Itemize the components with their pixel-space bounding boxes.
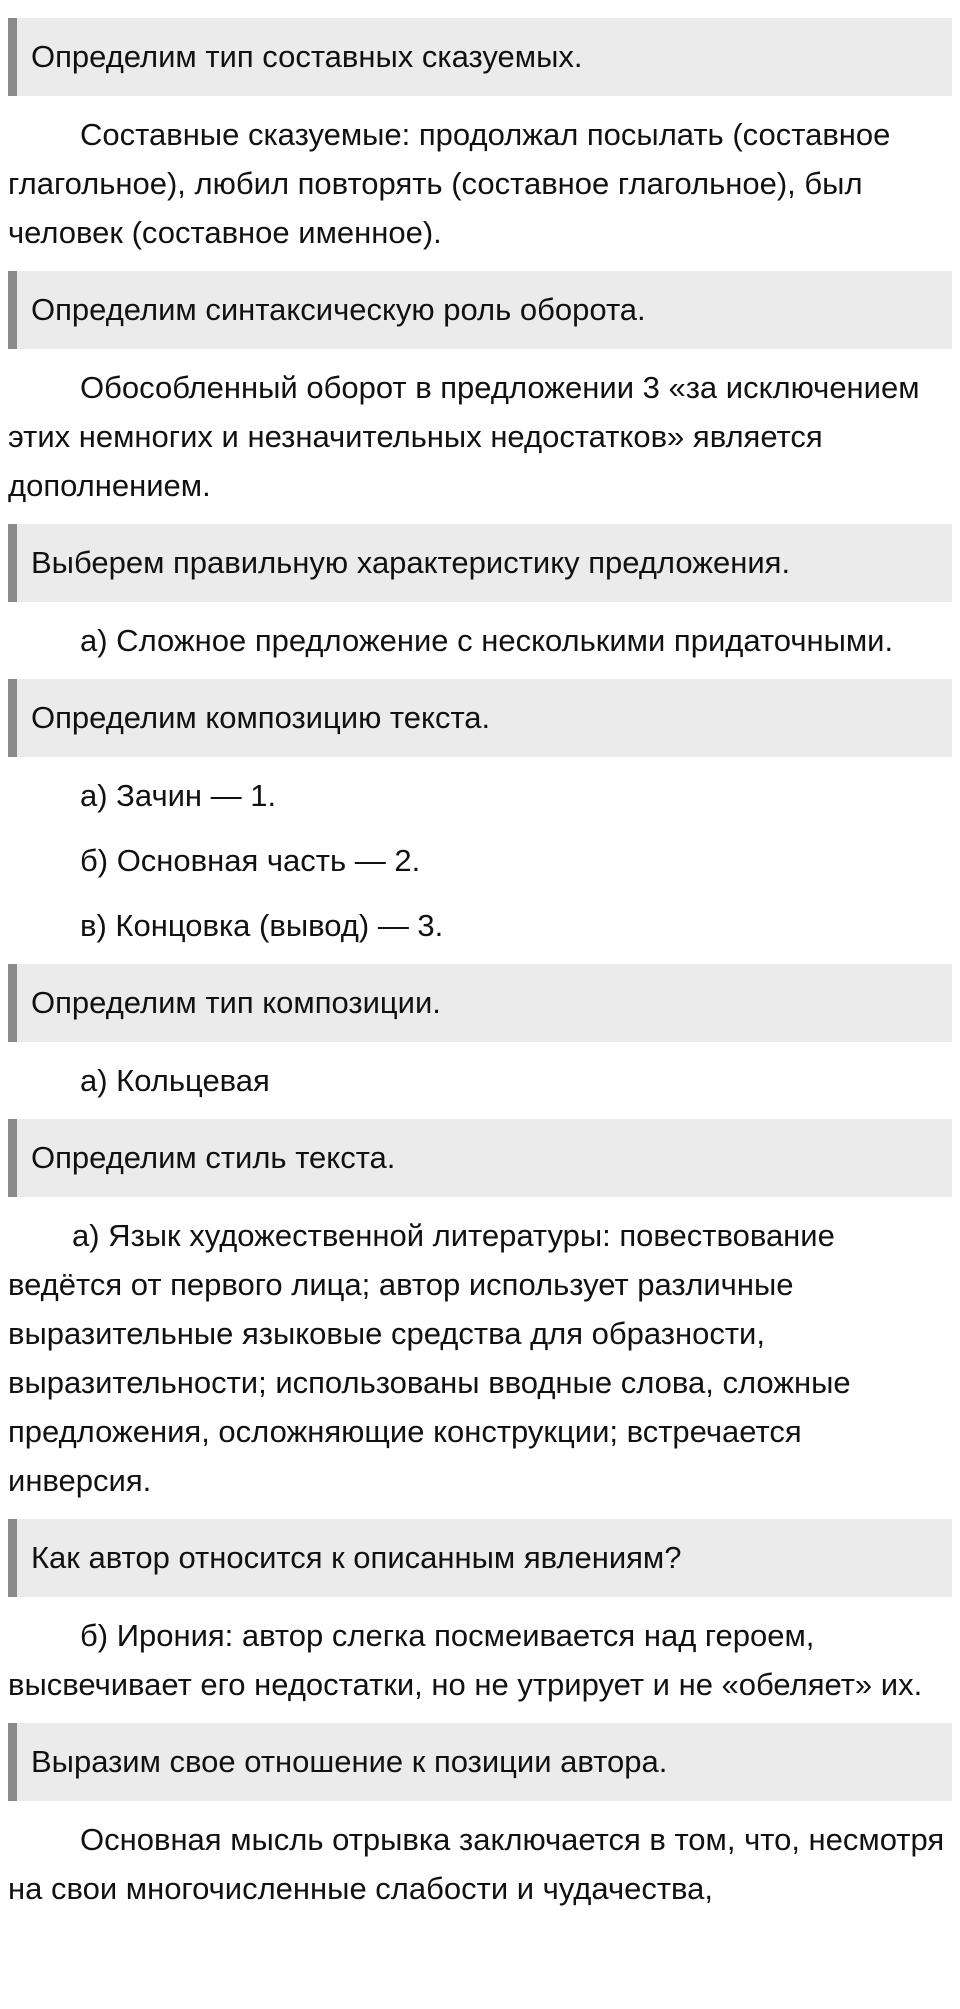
list-item: а) Кольцевая xyxy=(80,1063,270,1098)
section-body-text-composition xyxy=(8,771,952,950)
paragraph: Составные сказуемые: продолжал посылать (составное глагольное), любил повторять (составное глагольное), был человек (составное именное). xyxy=(8,117,891,250)
paragraph: а) Сложное предложение с несколькими придаточными. xyxy=(80,623,894,658)
list-item: б) Основная часть — 2. xyxy=(80,843,421,878)
section-body-own-opinion xyxy=(8,1815,952,1913)
paragraph: Обособленный оборот в предложении 3 «за исключением этих немногих и незначительных недостатков» является дополнением. xyxy=(8,370,920,503)
section-body-author-attitude xyxy=(8,1611,952,1709)
section-heading-text-composition: Определим композицию текста. xyxy=(8,679,952,757)
section-body-sentence-characteristic xyxy=(8,616,952,665)
section-heading-text-style: Определим стиль текста. xyxy=(8,1119,952,1197)
section-heading-own-opinion: Выразим свое отношение к позиции автора. xyxy=(8,1723,952,1801)
paragraph: б) Ирония: автор слегка посмеивается над героем, высвечивает его недостатки, но не утрирует и не «обеляет» их. xyxy=(8,1618,923,1702)
section-heading-sentence-characteristic: Выберем правильную характеристику предложения. xyxy=(8,524,952,602)
section-heading-author-attitude: Как автор относится к описанным явлениям? xyxy=(8,1519,952,1597)
section-heading-composition-type: Определим тип композиции. xyxy=(8,964,952,1042)
section-body-syntactic-role xyxy=(8,363,952,510)
paragraph: Основная мысль отрывка заключается в том, что, несмотря на свои многочисленные слабости и чудачества, xyxy=(8,1822,945,1906)
document-body xyxy=(8,18,952,1913)
section-heading-syntactic-role: Определим синтаксическую роль оборота. xyxy=(8,271,952,349)
section-body-composition-type xyxy=(8,1056,952,1105)
paragraph: а) Язык художественной литературы: повествование ведётся от первого лица; автор использует различные выразительные языковые средства для образности, выразительности; использованы вводные слова, сложные предложения, осложняющие конструкции; встречается инверсия. xyxy=(8,1218,851,1498)
section-heading-predicate-type: Определим тип составных сказуемых. xyxy=(8,18,952,96)
list-item: а) Зачин — 1. xyxy=(80,778,277,813)
section-body-predicate-type xyxy=(8,110,952,257)
section-body-text-style xyxy=(8,1211,952,1505)
list-item: в) Концовка (вывод) — 3. xyxy=(80,908,444,943)
